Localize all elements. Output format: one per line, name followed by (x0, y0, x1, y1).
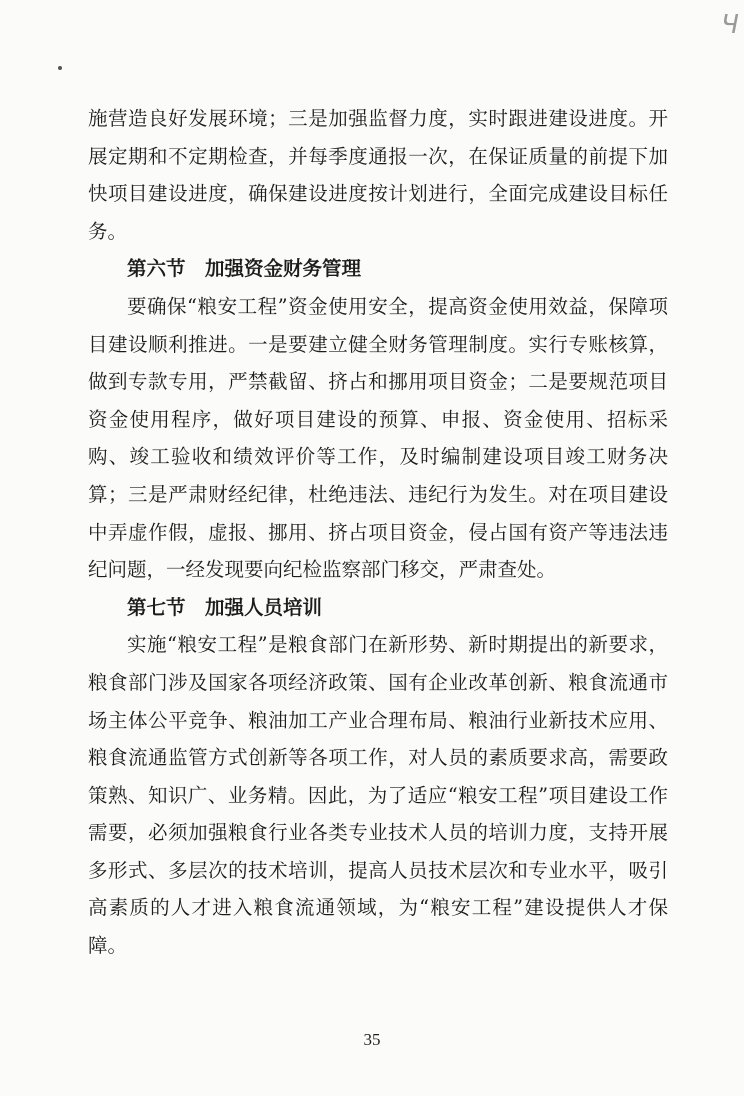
page-number: 35 (363, 1030, 381, 1049)
section-heading-6: 第六节 加强资金财务管理 (127, 257, 362, 281)
paragraph-continued: 施营造良好发展环境；三是加强监督力度，实时跟进建设进度。开展定期和不定期检查，并每季度通报一次，在保证质量的前提下加快项目建设进度，确保建设进度按计划进行，全面完成建设目标任务。 (88, 107, 668, 243)
handwritten-margin-note: Ч (721, 10, 740, 40)
scan-speck (58, 66, 62, 70)
section-heading-7: 第七节 加强人员培训 (127, 595, 323, 619)
paragraph-finance: 要确保“粮安工程”资金使用安全，提高资金使用效益，保障项目建设顺利推进。一是要建立健全财务管理制度。实行专账核算，做到专款专用，严禁截留、挤占和挪用项目资金；二是要规范项目资金使用程序，做好项目建设的预算、申报、资金使用、招标采购、竣工验收和绩效评价等工作，及时编制建设项目竣工财务决算；三是严肃财经纪律，杜绝违法、违纪行为发生。对在项目建设中弄虚作假，虚报、挪用、挤占项目资金，侵占国有资产等违法违纪问题，一经发现要向纪检监察部门移交，严肃查处。 (88, 294, 668, 582)
body-text (88, 100, 668, 965)
paragraph-training: 实施“粮安工程”是粮食部门在新形势、新时期提出的新要求，粮食部门涉及国家各项经济政策、国有企业改革创新、粮食流通市场主体公平竞争、粮油加工产业合理布局、粮油行业新技术应用、粮食流通监管方式创新等各项工作，对人员的素质要求高，需要政策熟、知识广、业务精。因此，为了适应“粮安工程”项目建设工作需要，必须加强粮食行业各类专业技术人员的培训力度，支持开展多形式、多层次的技术培训，提高人员技术层次和专业水平，吸引高素质的人才进入粮食流通领域，为“粮安工程”建设提供人才保障。 (88, 633, 668, 958)
